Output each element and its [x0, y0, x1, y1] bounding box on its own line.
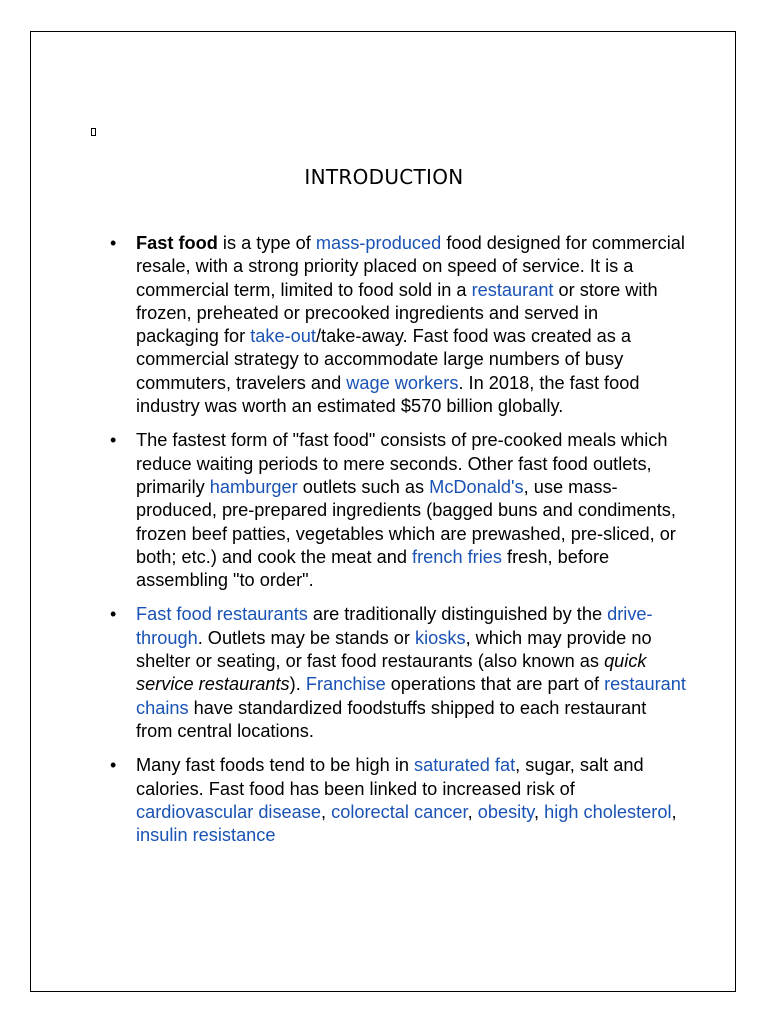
bullet-icon: •	[110, 604, 117, 625]
hyperlink[interactable]: Fast food restaurants	[136, 604, 308, 625]
body-text: outlets such as	[297, 476, 430, 497]
bold-term: Fast food	[136, 233, 218, 253]
hyperlink[interactable]: high cholesterol	[544, 801, 672, 822]
body-text: , use mass-produced, pre-prepared ingredients (bagged buns and condiments, frozen beef patties, vegetables which are prewashed, pre-sliced, or both; etc.) and cook the meat and	[136, 476, 676, 567]
bullet-icon: •	[110, 430, 117, 451]
page-title: INTRODUCTION	[304, 165, 464, 189]
list-item	[110, 754, 686, 847]
hyperlink[interactable]: restaurant	[471, 279, 554, 300]
body-text: ,	[671, 801, 677, 822]
list-item	[110, 232, 686, 418]
bullet-icon: •	[110, 233, 117, 253]
body-text: ,	[534, 801, 545, 822]
bullet-list	[110, 232, 686, 858]
hyperlink[interactable]: hamburger	[209, 476, 298, 497]
hyperlink[interactable]: restaurant chains	[136, 674, 686, 718]
italic-term: quick service restaurants	[136, 651, 647, 695]
hyperlink[interactable]: french fries	[412, 546, 502, 567]
body-text: , sugar, salt and calories. Fast food has been linked to increased risk of	[136, 755, 644, 799]
hyperlink[interactable]: obesity	[477, 801, 534, 822]
hyperlink[interactable]: wage workers	[346, 372, 459, 393]
body-text: ,	[467, 801, 478, 822]
body-text: . Outlets may be stands or	[197, 627, 416, 648]
hyperlink[interactable]: colorectal cancer	[331, 801, 468, 822]
body-text: , which may provide no shelter or seating, or fast food restaurants (also known as	[136, 627, 652, 672]
hyperlink[interactable]: kiosks	[415, 627, 466, 648]
body-text: . In 2018, the fast food industry was worth an estimated $570 billion globally.	[136, 372, 640, 417]
body-text: Many fast foods tend to be high in	[136, 755, 415, 776]
list-item	[110, 603, 686, 743]
hyperlink[interactable]: mass-produced	[315, 233, 442, 253]
body-text: The fastest form of "fast food" consists of pre-cooked meals which reduce waiting periods to mere seconds. Other fast food outlets, primarily	[136, 430, 668, 497]
body-text: operations that are part of	[385, 674, 605, 695]
body-text: food designed for commercial resale, with a strong priority placed on speed of service. It is a commercial term, limited to food sold in a	[136, 233, 685, 300]
hyperlink[interactable]: McDonald's	[429, 476, 524, 497]
hyperlink[interactable]: cardiovascular disease	[136, 801, 322, 822]
body-text: or store with frozen, preheated or precooked ingredients and served in packaging for	[136, 279, 658, 347]
body-text: ,	[321, 801, 332, 822]
body-text: ).	[289, 674, 306, 695]
body-text: is a type of	[217, 233, 316, 253]
body-text: fresh, before assembling "to order".	[136, 546, 610, 591]
hyperlink[interactable]: drive-through	[136, 604, 653, 648]
body-text: have standardized foodstuffs shipped to each restaurant from central locations.	[136, 697, 647, 741]
hyperlink[interactable]: take-out	[250, 326, 316, 347]
body-text: /take-away. Fast food was created as a commercial strategy to accommodate large numbers of busy commuters, travelers and	[136, 326, 632, 393]
hyperlink[interactable]: Franchise	[305, 674, 386, 695]
hyperlink[interactable]: insulin resistance	[136, 825, 276, 846]
document-page	[30, 31, 736, 992]
hyperlink[interactable]: saturated fat	[414, 755, 516, 776]
missing-glyph-icon	[91, 128, 96, 136]
bullet-icon: •	[110, 755, 117, 776]
body-text: are traditionally distinguished by the	[307, 604, 608, 625]
list-item	[110, 429, 686, 592]
